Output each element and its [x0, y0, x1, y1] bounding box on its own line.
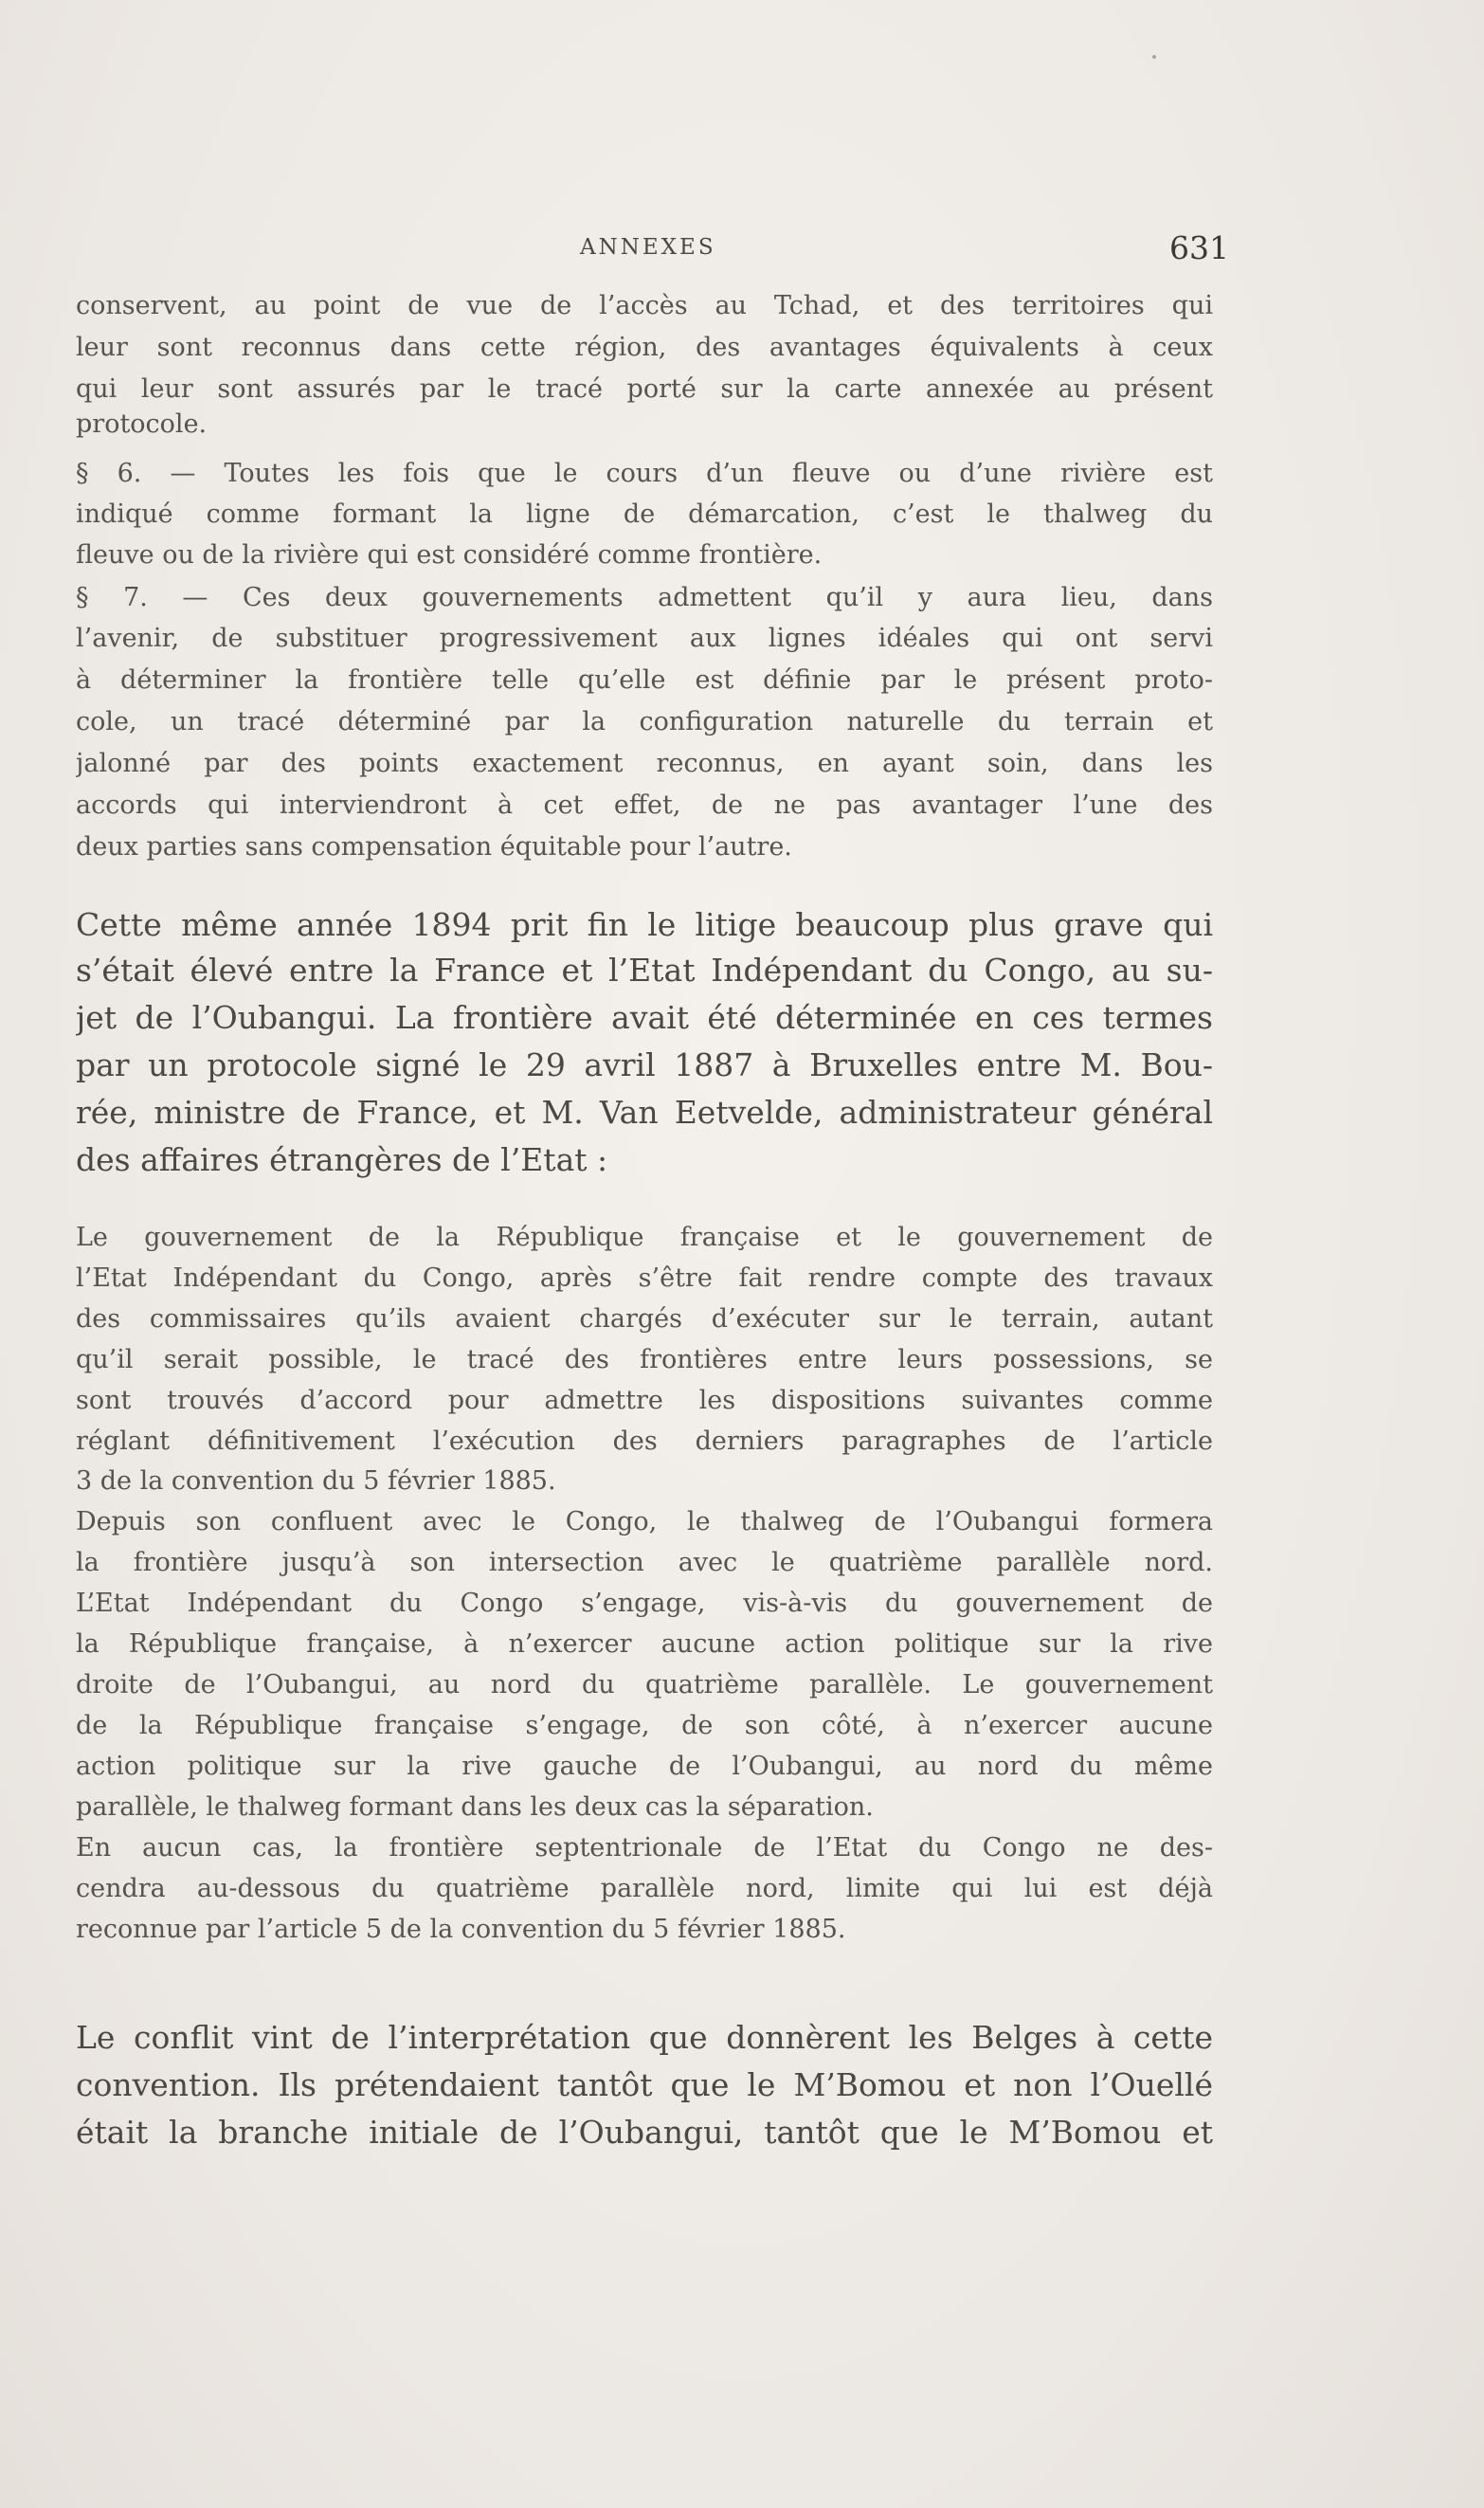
text-line: Cette même année 1894 prit fin le litige beaucoup plus grave qui — [76, 906, 1213, 943]
text-line: protocole. — [76, 409, 208, 439]
text-line: 3 de la convention du 5 février 1885. — [76, 1466, 556, 1496]
text-line: réglant définitivement l’exécution des derniers paragraphes de l’article — [76, 1427, 1213, 1456]
text-line: par un protocole signé le 29 avril 1887 à Bruxelles entre M. Bou- — [76, 1046, 1213, 1083]
text-line: l’avenir, de substituer progressivement aux lignes idéales qui ont servi — [76, 624, 1213, 653]
page-header — [0, 229, 1484, 273]
text-line: indiqué comme formant la ligne de démarcation, c’est le thalweg du — [76, 500, 1213, 529]
text-line: rée, ministre de France, et M. Van Eetvelde, administrateur général — [76, 1094, 1213, 1131]
text-line: jet de l’Oubangui. La frontière avait été déterminée en ces termes — [76, 999, 1213, 1036]
text-line: cole, un tracé déterminé par la configuration naturelle du terrain et — [76, 707, 1213, 736]
text-line: était la branche initiale de l’Oubangui, tantôt que le M’Bomou et — [76, 2114, 1213, 2151]
text-line: qui leur sont assurés par le tracé porté sur la carte annexée au présent — [76, 374, 1213, 404]
text-line: convention. Ils prétendaient tantôt que le M’Bomou et non l’Ouellé — [76, 2066, 1213, 2103]
page-number: 631 — [1169, 229, 1229, 266]
text-line: qu’il serait possible, le tracé des frontières entre leurs possessions, se — [76, 1345, 1213, 1374]
text-line: Le gouvernement de la République française et le gouvernement de — [76, 1223, 1213, 1252]
text-line: cendra au-dessous du quatrième parallèle nord, limite qui lui est déjà — [76, 1874, 1213, 1903]
text-line: Le conflit vint de l’interprétation que donnèrent les Belges à cette — [76, 2019, 1213, 2056]
text-line: action politique sur la rive gauche de l’Oubangui, au nord du même — [76, 1752, 1213, 1781]
text-line: à déterminer la frontière telle qu’elle est définie par le présent proto- — [76, 665, 1213, 695]
text-line: § 6. — Toutes les fois que le cours d’un fleuve ou d’une rivière est — [76, 459, 1213, 488]
text-line: s’était élevé entre la France et l’Etat Indépendant du Congo, au su- — [76, 952, 1213, 989]
text-line: des affaires étrangères de l’Etat : — [76, 1141, 608, 1178]
text-line: fleuve ou de la rivière qui est considéré comme frontière. — [76, 540, 823, 570]
text-line: l’Etat Indépendant du Congo, après s’être fait rendre compte des travaux — [76, 1263, 1213, 1293]
text-line: leur sont reconnus dans cette région, des avantages équivalents à ceux — [76, 333, 1213, 362]
text-line: conservent, au point de vue de l’accès au Tchad, et des territoires qui — [76, 291, 1213, 320]
running-title: ANNEXES — [580, 235, 716, 260]
text-line: la République française, à n’exercer aucune action politique sur la rive — [76, 1629, 1213, 1659]
text-line: reconnue par l’article 5 de la convention du 5 février 1885. — [76, 1915, 846, 1944]
text-line: jalonné par des points exactement reconnus, en ayant soin, dans les — [76, 749, 1213, 778]
text-line: la frontière jusqu’à son intersection avec le quatrième parallèle nord. — [76, 1548, 1213, 1577]
ink-speck — [1152, 55, 1156, 59]
text-line: des commissaires qu’ils avaient chargés d’exécuter sur le terrain, autant — [76, 1304, 1213, 1334]
text-line: Depuis son confluent avec le Congo, le thalweg de l’Oubangui formera — [76, 1507, 1213, 1536]
text-line: En aucun cas, la frontière septentrionale de l’Etat du Congo ne des- — [76, 1833, 1213, 1863]
text-line: deux parties sans compensation équitable pour l’autre. — [76, 832, 792, 862]
text-line: de la République française s’engage, de son côté, à n’exercer aucune — [76, 1711, 1213, 1740]
text-line: droite de l’Oubangui, au nord du quatrième parallèle. Le gouvernement — [76, 1670, 1213, 1699]
text-line: parallèle, le thalweg formant dans les deux cas la séparation. — [76, 1792, 874, 1822]
text-line: § 7. — Ces deux gouvernements admettent qu’il y aura lieu, dans — [76, 583, 1213, 612]
text-line: sont trouvés d’accord pour admettre les dispositions suivantes comme — [76, 1386, 1213, 1415]
text-line: L’Etat Indépendant du Congo s’engage, vis-à-vis du gouvernement de — [76, 1589, 1213, 1618]
text-line: accords qui interviendront à cet effet, de ne pas avantager l’une des — [76, 791, 1213, 820]
